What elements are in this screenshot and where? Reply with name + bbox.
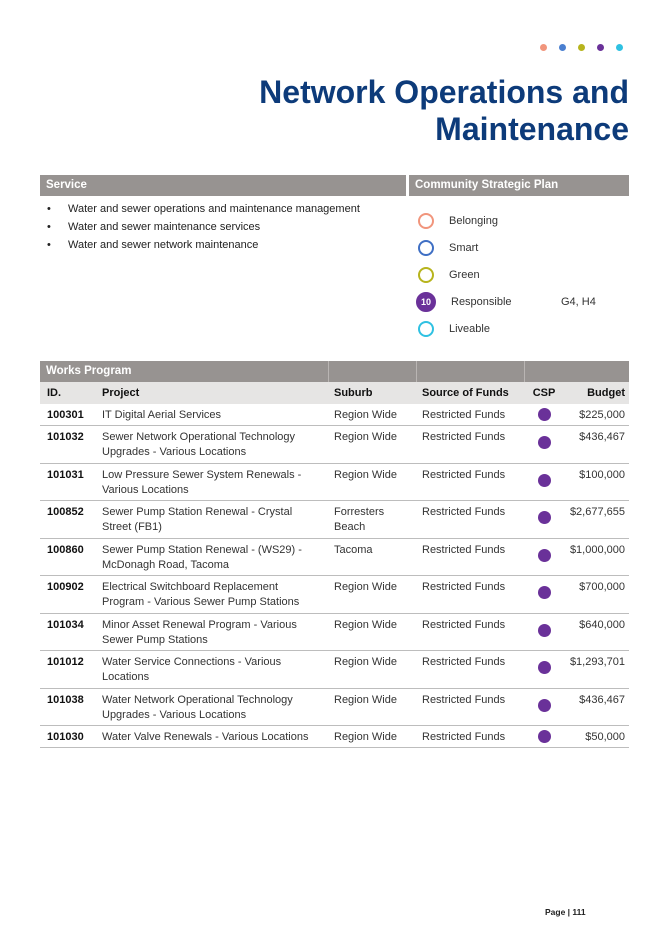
header-divider: [416, 361, 417, 382]
decor-dot: [540, 44, 547, 51]
project-line: McDonagh Road, Tacoma: [102, 558, 229, 571]
service-item-text: Water and sewer maintenance services: [68, 221, 261, 233]
cell-project: [96, 408, 328, 425]
cell-csp: [524, 655, 564, 688]
cell-id: 101012: [47, 656, 84, 668]
csp-responsible-icon: [538, 549, 551, 562]
cell-id: 101030: [47, 731, 84, 743]
cell-funds: Restricted Funds: [422, 618, 506, 631]
cell-suburb: [328, 693, 416, 726]
cell-id: 100860: [47, 543, 84, 556]
cell-funds: Restricted Funds: [422, 409, 506, 421]
cell-csp: [524, 693, 564, 726]
cell-suburb: [328, 655, 416, 688]
suburb-line: Tacoma: [334, 543, 373, 556]
column-header-id: ID.: [47, 387, 62, 399]
cell-funds: Restricted Funds: [422, 581, 506, 593]
cell-funds: Restricted Funds: [422, 431, 506, 443]
service-item: [46, 220, 396, 238]
cell-id: 101038: [47, 693, 84, 706]
page-number: Page | 111: [545, 907, 586, 917]
cell-csp: [524, 580, 564, 613]
csp-responsible-icon: [538, 436, 551, 449]
cell-budget: $100,000: [579, 468, 625, 481]
csp-label: Responsible: [451, 295, 512, 308]
cell-budget: $640,000: [579, 618, 625, 631]
cell-csp: [524, 730, 564, 747]
csp-responsible-icon: [538, 408, 551, 421]
bullet: •: [47, 221, 51, 233]
csp-item-belonging: [416, 207, 626, 234]
bullet: •: [47, 239, 51, 251]
table-row: [40, 651, 629, 689]
column-header-budget: Budget: [587, 387, 625, 399]
project-line: Minor Asset Renewal Program - Various: [102, 618, 297, 631]
cell-funds: Restricted Funds: [422, 693, 506, 706]
cell-project: [96, 430, 328, 463]
table-column-headers: [40, 382, 629, 404]
project-line: Upgrades - Various Locations: [102, 708, 247, 721]
works-program-header: [40, 361, 629, 382]
project-line: Sewer Pump Stations: [102, 633, 208, 646]
csp-item-liveable: [416, 315, 626, 342]
cell-id: 101032: [47, 431, 84, 443]
csp-responsible-icon: [538, 730, 551, 743]
suburb-line: Region Wide: [334, 693, 397, 706]
cell-project: [96, 655, 328, 688]
csp-header: Community Strategic Plan: [409, 175, 629, 196]
title-line-2: Maintenance: [435, 111, 629, 147]
decor-dot: [597, 44, 604, 51]
csp-circle-icon: [418, 213, 434, 229]
project-line: Sewer Pump Station Renewal - (WS29) -: [102, 543, 302, 556]
cell-csp: [524, 505, 564, 538]
project-line: Water Service Connections - Various: [102, 656, 282, 668]
cell-project: [96, 580, 328, 613]
csp-label: Green: [449, 268, 480, 281]
cell-budget: $436,467: [579, 693, 625, 706]
csp-responsible-icon: [538, 474, 551, 487]
cell-project: [96, 618, 328, 651]
cell-id: 101031: [47, 468, 84, 481]
cell-id: 100852: [47, 506, 84, 518]
table-row: [40, 404, 629, 426]
project-line: Program - Various Sewer Pump Stations: [102, 596, 300, 608]
column-header-csp: CSP: [532, 387, 556, 399]
cell-suburb: [328, 468, 416, 501]
csp-circle-icon: 10: [416, 292, 436, 312]
csp-circle-icon: [418, 267, 434, 283]
project-line: Sewer Pump Station Renewal - Crystal: [102, 506, 293, 518]
suburb-line: Region Wide: [334, 581, 397, 593]
table-row: [40, 726, 629, 748]
project-line: Low Pressure Sewer System Renewals -: [102, 468, 302, 481]
title-line-1: Network Operations and: [259, 74, 629, 110]
table-row: [40, 576, 629, 614]
suburb-line: Region Wide: [334, 656, 397, 668]
cell-budget: $50,000: [585, 731, 625, 743]
service-csp-header: [40, 175, 629, 196]
suburb-line: Beach: [334, 521, 366, 533]
project-line: Water Valve Renewals - Various Locations: [102, 731, 309, 743]
cell-project: [96, 693, 328, 726]
service-item: [46, 202, 396, 220]
cell-id: 100902: [47, 581, 84, 593]
service-item-text: Water and sewer network maintenance: [68, 239, 259, 251]
works-program-table: [40, 361, 629, 748]
service-header: Service: [40, 175, 406, 196]
suburb-line: Region Wide: [334, 618, 397, 631]
cell-funds: Restricted Funds: [422, 543, 506, 556]
works-program-title: Works Program: [46, 365, 132, 377]
suburb-line: Region Wide: [334, 468, 397, 481]
cell-suburb: [328, 430, 416, 463]
cell-funds: Restricted Funds: [422, 506, 506, 518]
cell-funds: Restricted Funds: [422, 731, 506, 743]
csp-label: Liveable: [449, 322, 490, 335]
cell-suburb: [328, 408, 416, 425]
project-line: Water Network Operational Technology: [102, 693, 293, 706]
bullet: •: [47, 203, 51, 215]
service-list: [46, 202, 396, 256]
cell-budget: $1,000,000: [569, 543, 625, 556]
csp-item-green: [416, 261, 626, 288]
cell-budget: $436,467: [579, 431, 625, 443]
csp-circle-icon: [418, 321, 434, 337]
csp-codes: G4, H4: [561, 295, 596, 308]
cell-csp: [524, 618, 564, 651]
project-line: Various Locations: [102, 483, 189, 496]
column-header-funds: Source of Funds: [422, 387, 509, 399]
csp-responsible-icon: [538, 586, 551, 599]
cell-csp: [524, 543, 564, 576]
csp-item-responsible: [416, 288, 626, 315]
suburb-line: Forresters: [334, 506, 385, 518]
cell-suburb: [328, 505, 416, 538]
service-item: [46, 238, 396, 256]
service-item-text: Water and sewer operations and maintenance management: [68, 203, 360, 215]
cell-project: [96, 505, 328, 538]
csp-responsible-icon: [538, 699, 551, 712]
column-header-project: Project: [102, 387, 140, 399]
project-line: Electrical Switchboard Replacement: [102, 581, 279, 593]
csp-label: Belonging: [449, 214, 498, 227]
suburb-line: Region Wide: [334, 409, 397, 421]
csp-responsible-icon: [538, 661, 551, 674]
project-line: IT Digital Aerial Services: [102, 409, 222, 421]
csp-list: [416, 207, 626, 342]
table-row: [40, 464, 629, 502]
project-line: Street (FB1): [102, 521, 162, 533]
cell-project: [96, 468, 328, 501]
cell-suburb: [328, 730, 416, 747]
cell-project: [96, 543, 328, 576]
header-divider: [524, 361, 525, 382]
cell-csp: [524, 430, 564, 463]
decor-dot: [616, 44, 623, 51]
header-divider: [328, 361, 329, 382]
cell-budget: $2,677,655: [569, 506, 625, 518]
cell-project: [96, 730, 328, 747]
table-body: [40, 404, 629, 748]
project-line: Locations: [102, 671, 150, 683]
decor-dot: [559, 44, 566, 51]
table-row: [40, 539, 629, 577]
table-row: [40, 426, 629, 464]
cell-funds: Restricted Funds: [422, 468, 506, 481]
cell-budget: $700,000: [579, 581, 625, 593]
project-line: Upgrades - Various Locations: [102, 446, 247, 458]
csp-responsible-icon: [538, 624, 551, 637]
table-row: [40, 689, 629, 727]
suburb-line: Region Wide: [334, 731, 397, 743]
decor-dot: [578, 44, 585, 51]
cell-budget: $225,000: [579, 409, 625, 421]
cell-budget: $1,293,701: [569, 656, 625, 668]
csp-item-smart: [416, 234, 626, 261]
page-title: [69, 74, 629, 148]
table-row: [40, 501, 629, 539]
column-header-suburb: Suburb: [334, 387, 373, 399]
cell-funds: Restricted Funds: [422, 656, 506, 668]
cell-csp: [524, 408, 564, 425]
cell-csp: [524, 468, 564, 501]
cell-id: 100301: [47, 409, 84, 421]
suburb-line: Region Wide: [334, 431, 397, 443]
csp-circle-icon: [418, 240, 434, 256]
cell-suburb: [328, 618, 416, 651]
project-line: Sewer Network Operational Technology: [102, 431, 296, 443]
cell-suburb: [328, 543, 416, 576]
cell-suburb: [328, 580, 416, 613]
cell-id: 101034: [47, 618, 84, 631]
csp-label: Smart: [449, 241, 479, 254]
decorative-dots: [540, 44, 623, 51]
table-row: [40, 614, 629, 652]
csp-responsible-icon: [538, 511, 551, 524]
